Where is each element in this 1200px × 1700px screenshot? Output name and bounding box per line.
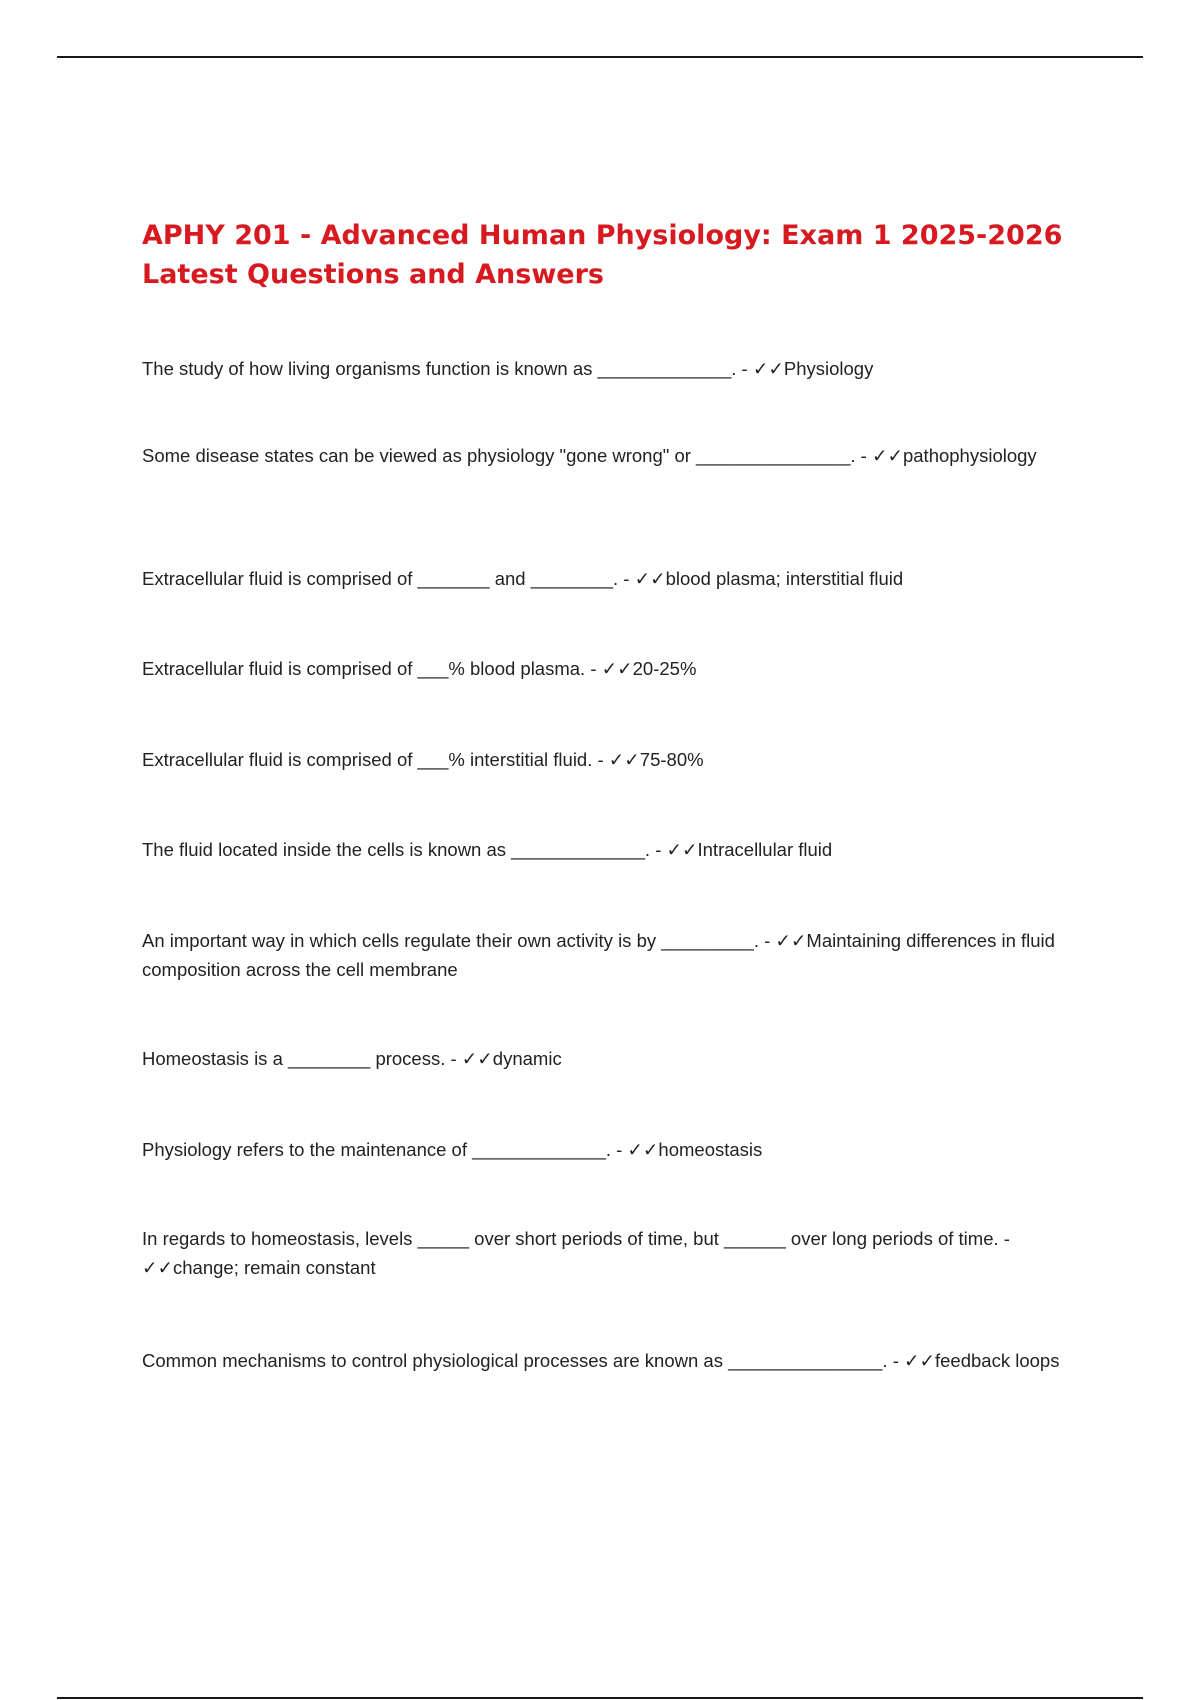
qa-item-3: Extracellular fluid is comprised of _______ and ________. - ✓✓blood plasma; interstitial fluid	[142, 568, 904, 589]
top-divider	[57, 56, 1143, 58]
title-line-2: Latest Questions and Answers	[142, 259, 604, 290]
qa-item-5: Extracellular fluid is comprised of ___% interstitial fluid. - ✓✓75-80%	[142, 749, 704, 770]
qa-item-4: Extracellular fluid is comprised of ___% blood plasma. - ✓✓20-25%	[142, 658, 697, 679]
qa-item-1: The study of how living organisms function is known as _____________. - ✓✓Physiology	[142, 358, 874, 379]
qa-item-10: In regards to homeostasis, levels _____ over short periods of time, but ______ over long periods of time. - ✓✓change; remain constant	[142, 1228, 1010, 1278]
qa-item-7: An important way in which cells regulate their own activity is by _________. - ✓✓Maintaining differences in fluid composition across the cell membrane	[142, 930, 1055, 980]
qa-item-6: The fluid located inside the cells is known as _____________. - ✓✓Intracellular fluid	[142, 839, 833, 860]
document-title	[142, 216, 1082, 294]
bottom-divider	[57, 1697, 1143, 1699]
title-line-1: APHY 201 - Advanced Human Physiology: Exam 1 2025-2026	[142, 220, 1063, 251]
qa-item-9: Physiology refers to the maintenance of _____________. - ✓✓homeostasis	[142, 1139, 763, 1160]
qa-item-2: Some disease states can be viewed as physiology "gone wrong" or _______________. - ✓✓pathophysiology	[142, 445, 1037, 466]
qa-item-11: Common mechanisms to control physiological processes are known as _______________. - ✓✓feedback loops	[142, 1350, 1060, 1371]
qa-item-8: Homeostasis is a ________ process. - ✓✓dynamic	[142, 1048, 562, 1069]
